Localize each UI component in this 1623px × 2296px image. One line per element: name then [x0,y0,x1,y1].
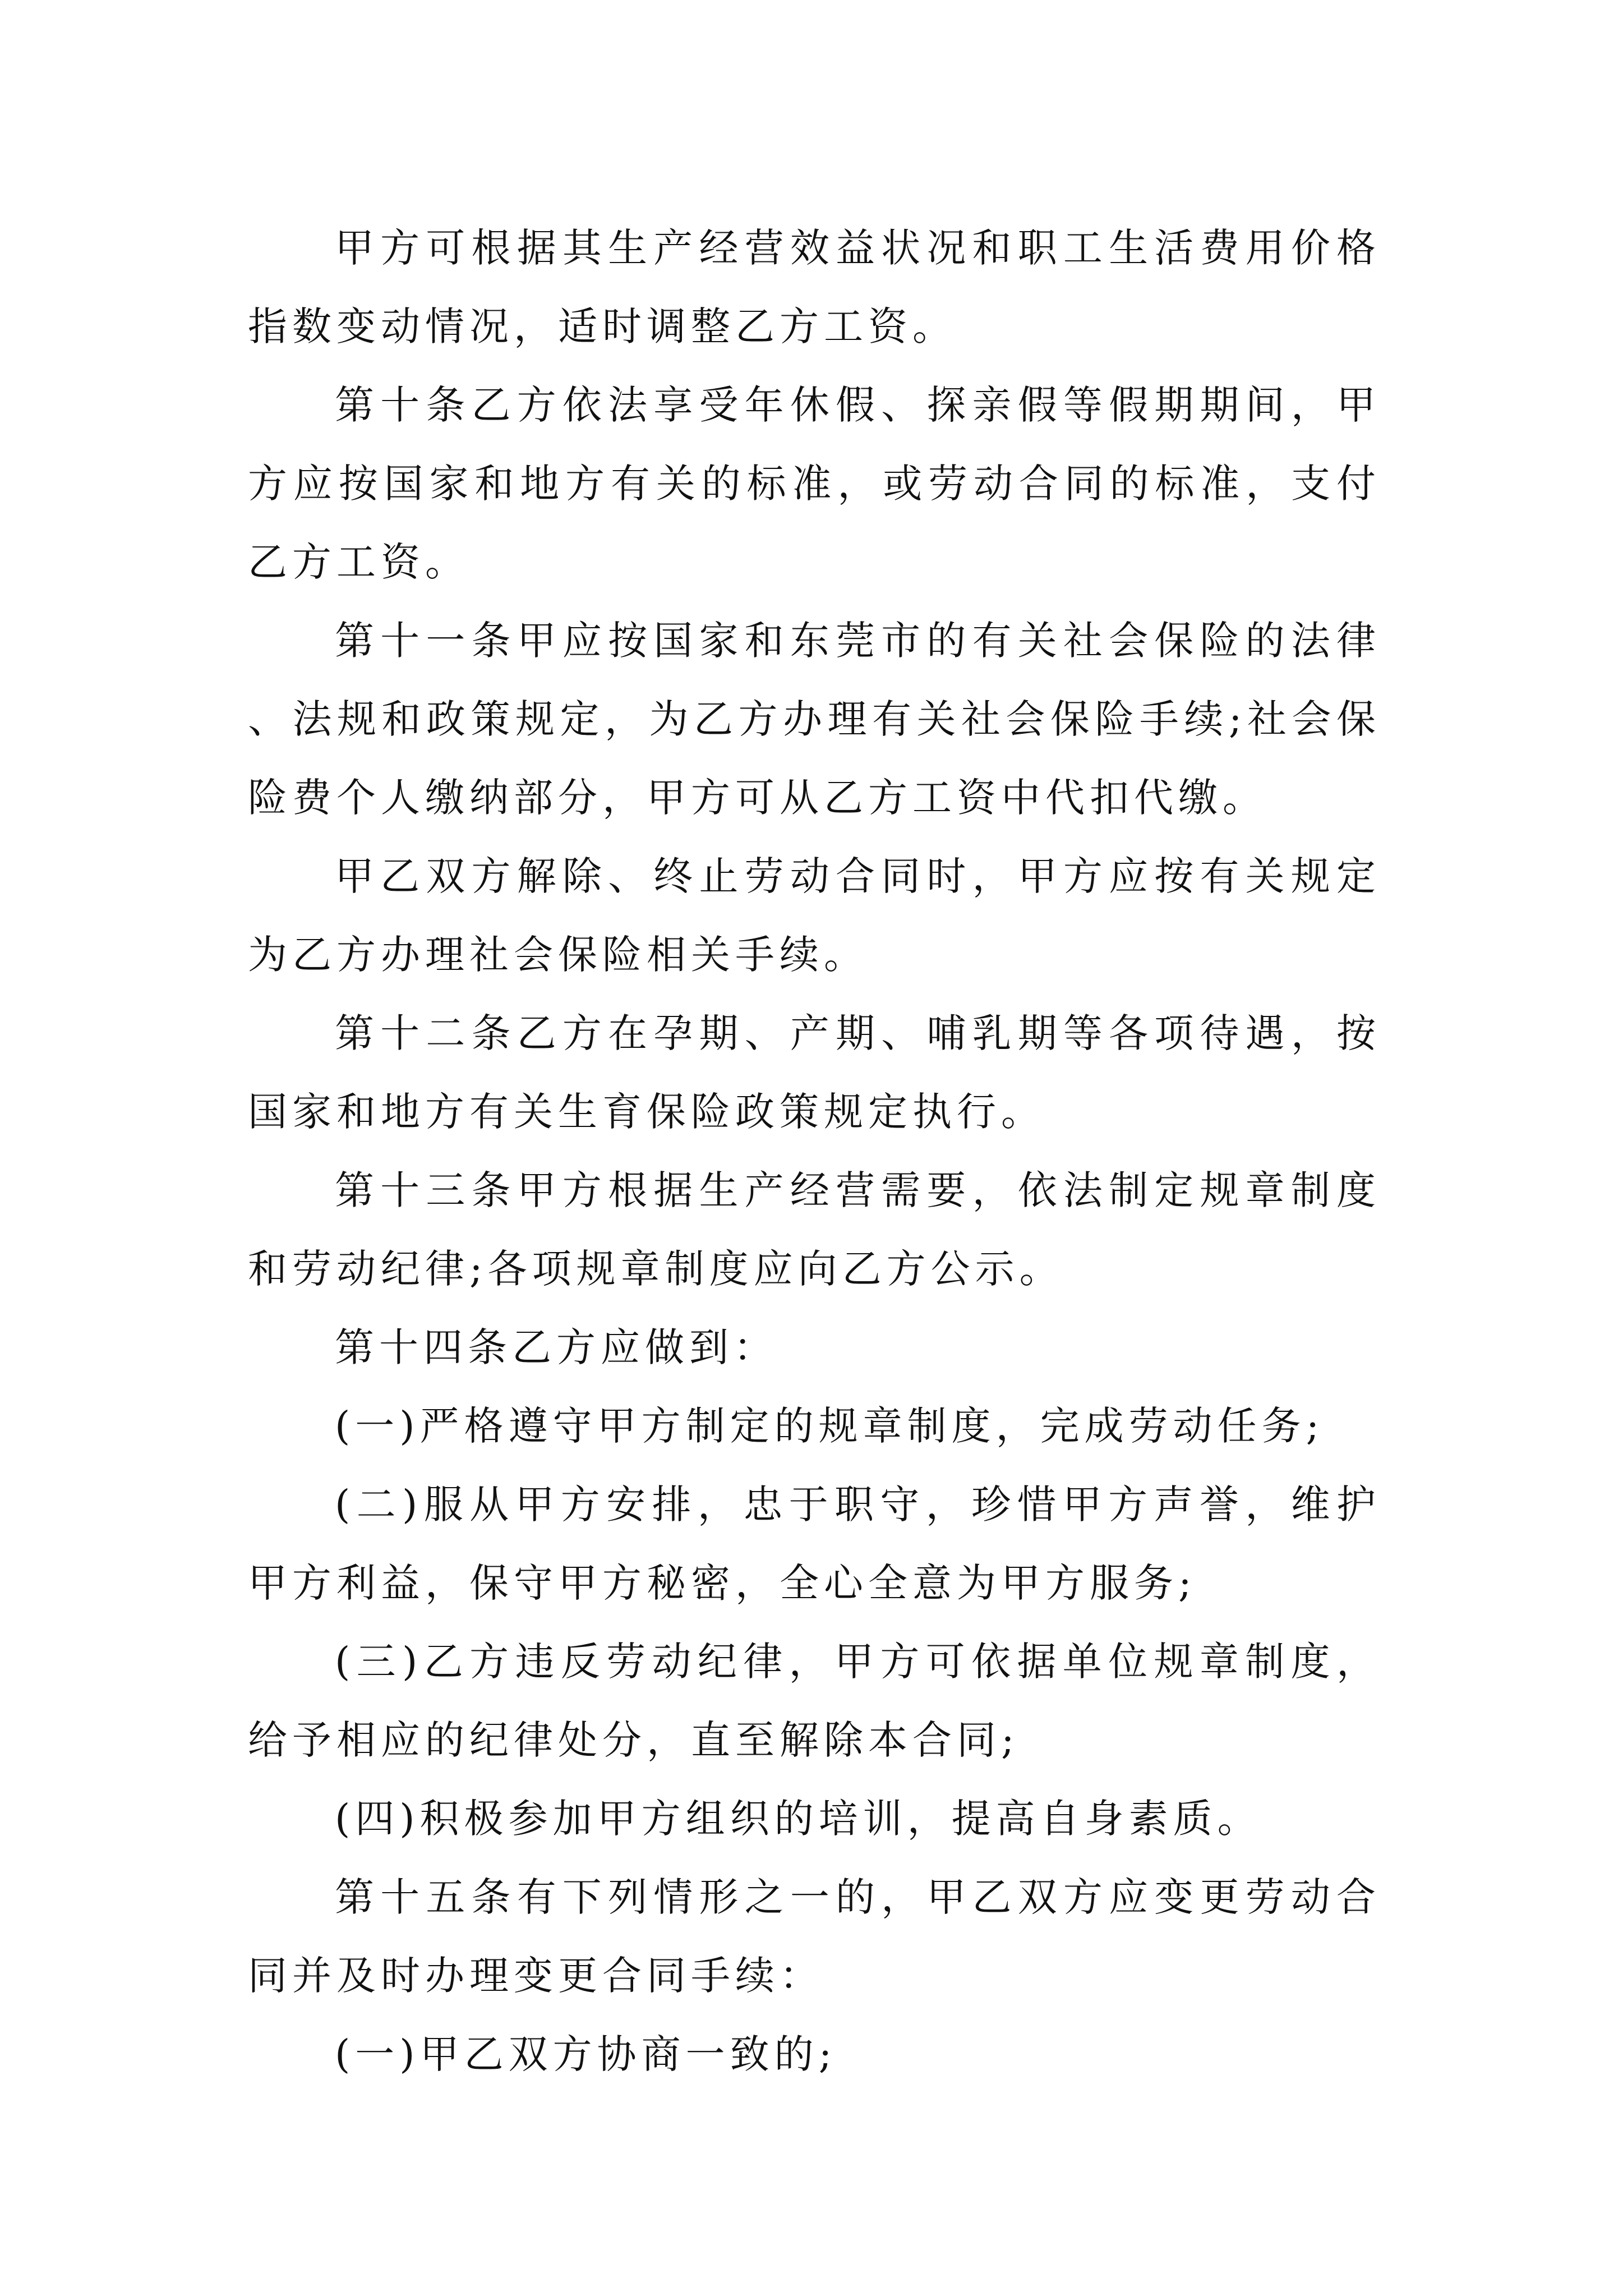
paragraph-social-insurance-termination: 甲乙双方解除、终止劳动合同时，甲方应按有关规定为乙方办理社会保险相关手续。 [248,853,1381,978]
paragraph-article-14-item-2: (二)服从甲方安排，忠于职守，珍惜甲方声誉，维护甲方利益，保守甲方秘密，全心全意为甲方服务; [248,1481,1381,1606]
paragraph-article-13: 第十三条甲方根据生产经营需要，依法制定规章制度和劳动纪律;各项规章制度应向乙方公示。 [248,1167,1381,1292]
paragraph-article-11: 第十一条甲应按国家和东莞市的有关社会保险的法律、法规和政策规定，为乙方办理有关社会保险手续;社会保险费个人缴纳部分，甲方可从乙方工资中代扣代缴。 [248,618,1381,821]
paragraph-article-15-item-1: (一)甲乙双方协商一致的; [335,2031,837,2077]
paragraph-salary-adjustment: 甲方可根据其生产经营效益状况和职工生活费用价格指数变动情况，适时调整乙方工资。 [248,225,1381,349]
document-body [248,209,1381,2093]
paragraph-article-12: 第十二条乙方在孕期、产期、哺乳期等各项待遇，按国家和地方有关生育保险政策规定执行。 [248,1010,1381,1135]
paragraph-article-14: 第十四条乙方应做到： [335,1324,778,1370]
paragraph-article-15: 第十五条有下列情形之一的，甲乙双方应变更劳动合同并及时办理变更合同手续： [248,1874,1381,1999]
paragraph-article-14-item-4: (四)积极参加甲方组织的培训，提高自身素质。 [335,1796,1262,1842]
paragraph-article-10: 第十条乙方依法享受年休假、探亲假等假期期间，甲方应按国家和地方有关的标准，或劳动合同的标准，支付乙方工资。 [248,382,1381,585]
paragraph-article-14-item-1: (一)严格遵守甲方制定的规章制度，完成劳动任务; [335,1403,1325,1449]
paragraph-article-14-item-3: (三)乙方违反劳动纪律，甲方可依据单位规章制度，给予相应的纪律处分，直至解除本合同; [248,1639,1381,1763]
